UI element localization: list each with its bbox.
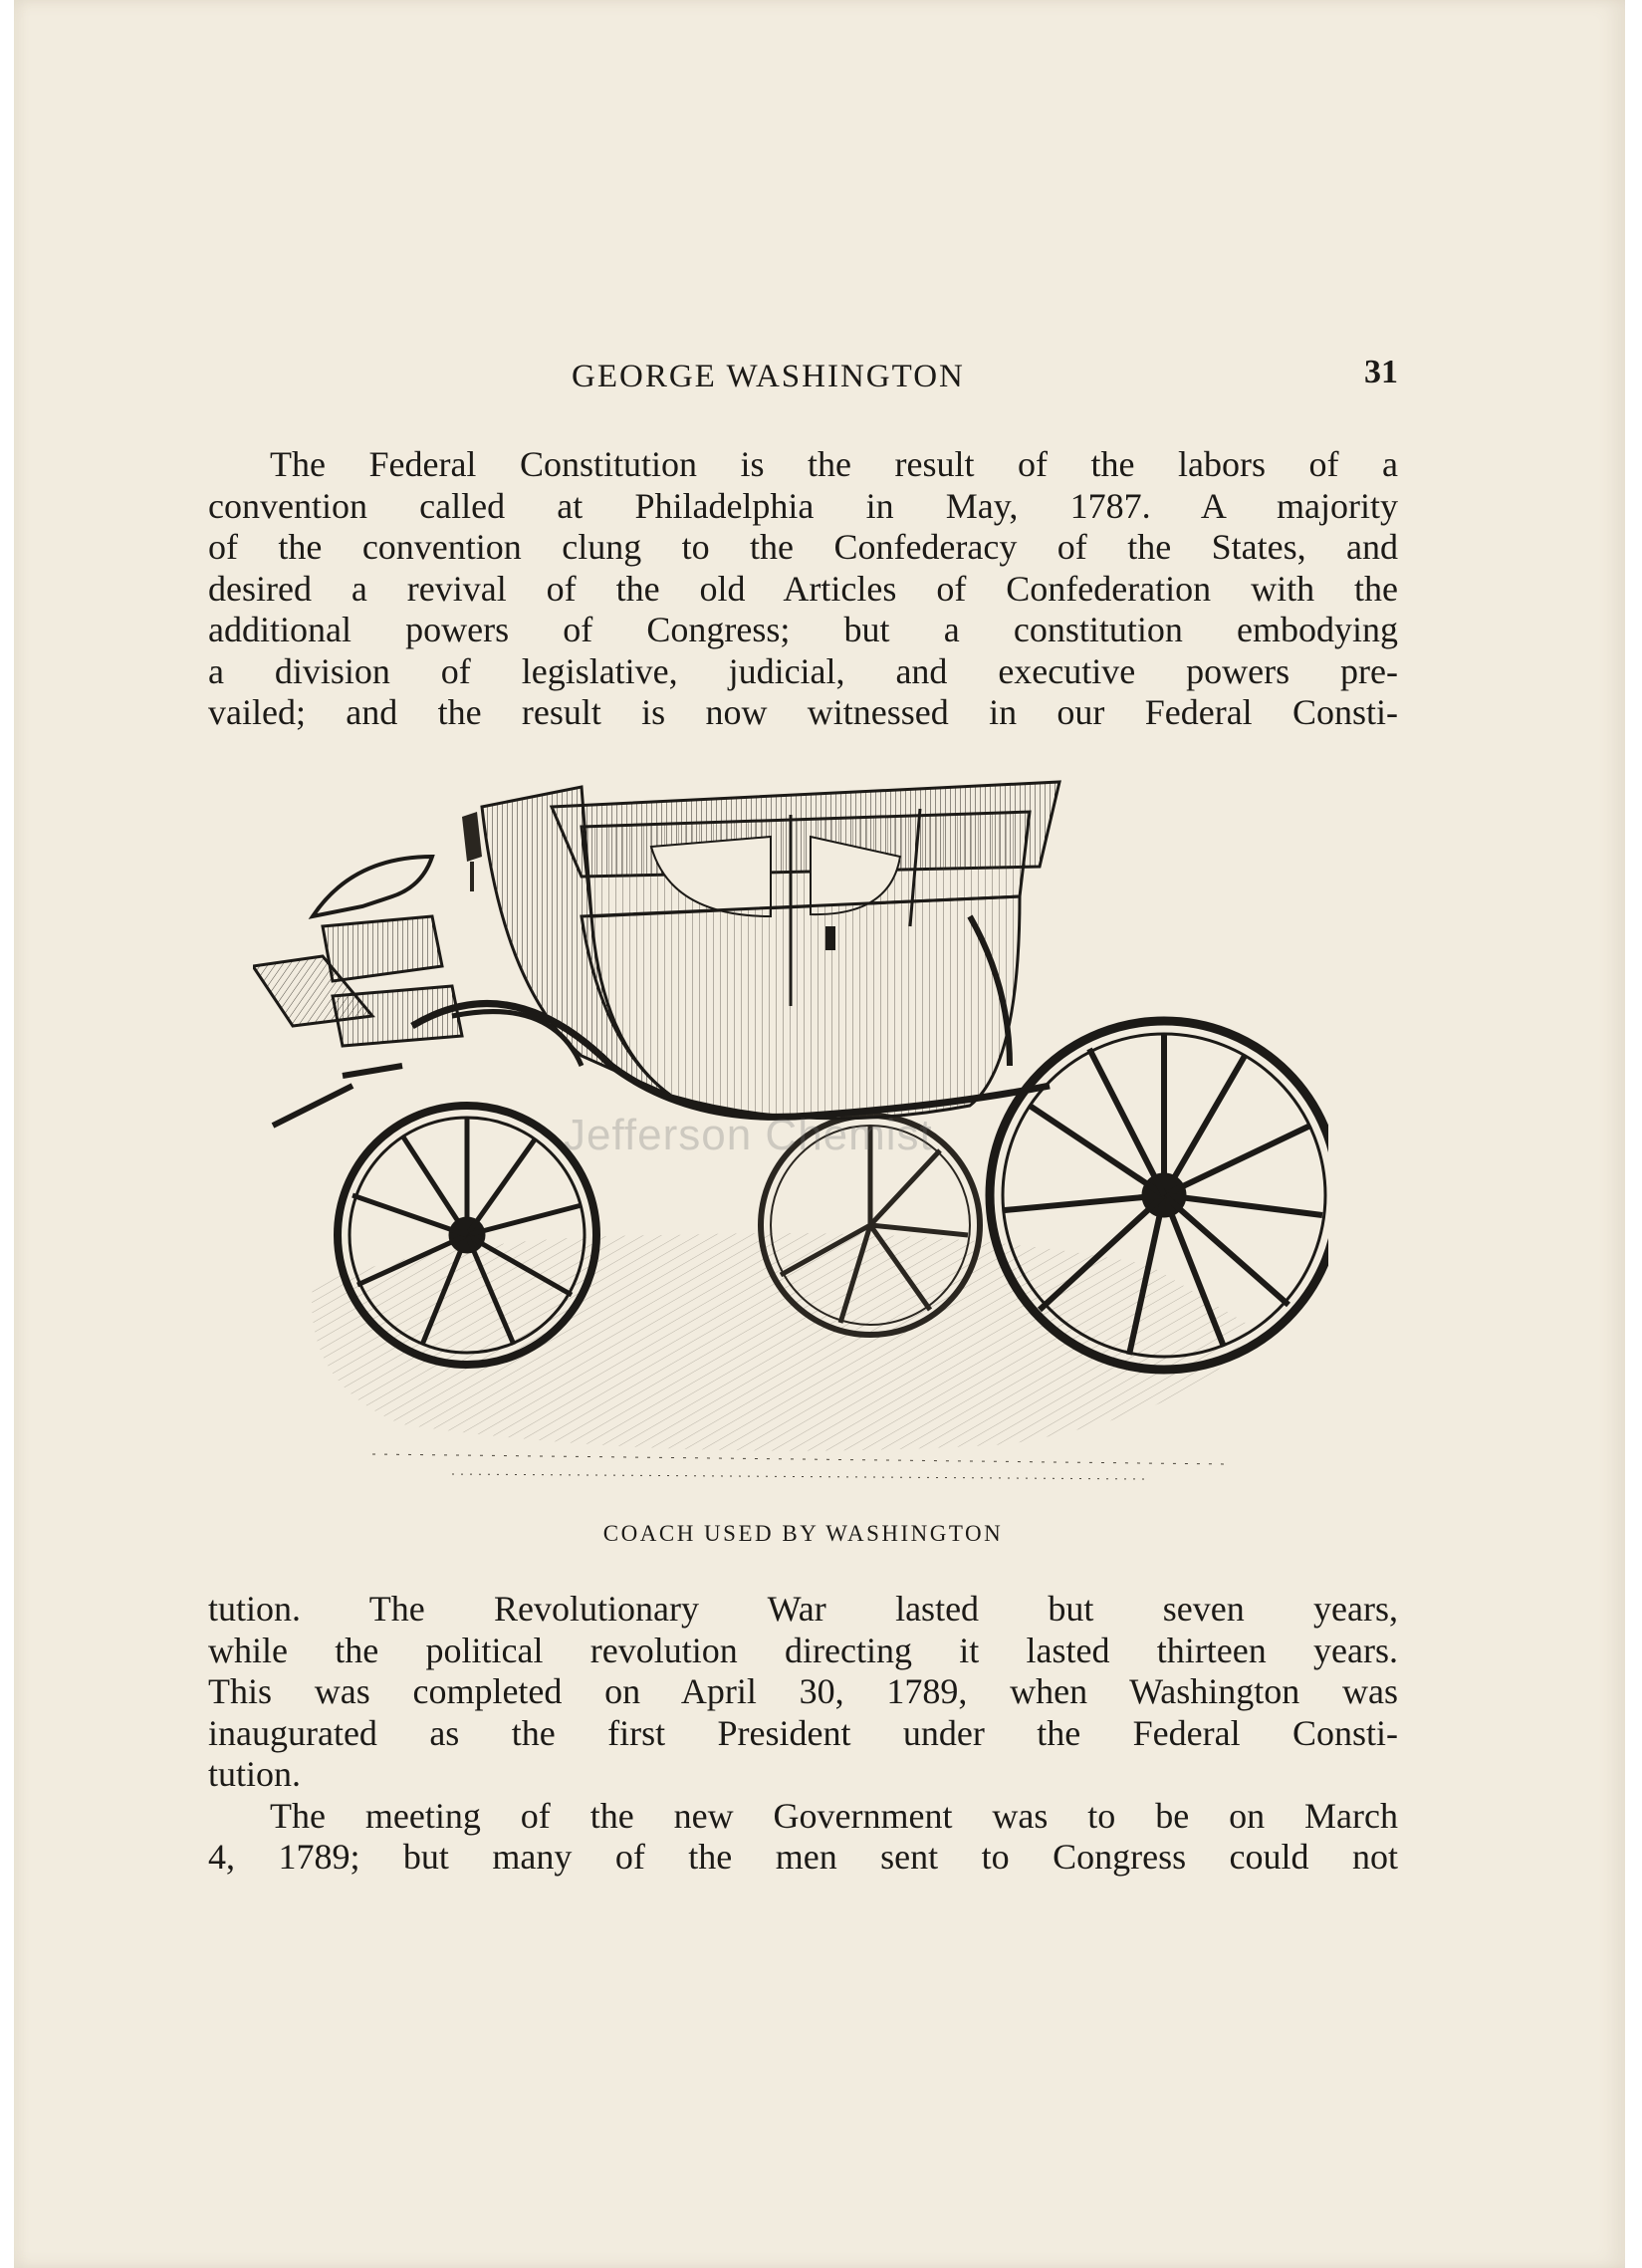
text-line: additional powers of Congress; but a constitution embodying [208, 610, 1398, 649]
text-line: tution. The Revolutionary War lasted but seven years, [208, 1589, 1398, 1629]
watermark: Jefferson Chemist [564, 1111, 933, 1159]
text-line: 4, 1789; but many of the men sent to Congress could not [208, 1837, 1398, 1877]
text-line: vailed; and the result is now witnessed in our Federal Consti- [208, 692, 1398, 732]
text-line: convention called at Philadelphia in May, 1787. A majority [208, 485, 1398, 526]
running-head [208, 349, 1398, 398]
text-line: The meeting of the new Government was to be on March [270, 1795, 1398, 1836]
text-line: inaugurated as the first President under the Federal Consti- [208, 1712, 1398, 1753]
text-line: of the convention clung to the Confederacy of the States, and [208, 527, 1398, 567]
text-line: The Federal Constitution is the result of the labors of a [270, 444, 1398, 484]
text-line: This was completed on April 30, 1789, when Washington was [208, 1671, 1398, 1711]
text-line: tution. [208, 1754, 302, 1794]
paragraph-constitution [208, 444, 1398, 734]
running-title: GEORGE WASHINGTON [572, 359, 965, 394]
book-page [14, 0, 1625, 2268]
text-line: while the political revolution directing it lasted thirteen years. [208, 1630, 1398, 1670]
figure-caption: COACH USED BY WASHINGTON [602, 1521, 1004, 1546]
text-line: a division of legislative, judicial, and executive powers pre- [208, 650, 1398, 691]
paragraph-revolution [208, 1589, 1398, 1879]
text-line: desired a revival of the old Articles of Confederation with the [208, 568, 1398, 609]
page-number: 31 [1364, 354, 1398, 390]
carriage-body [462, 782, 1059, 1119]
